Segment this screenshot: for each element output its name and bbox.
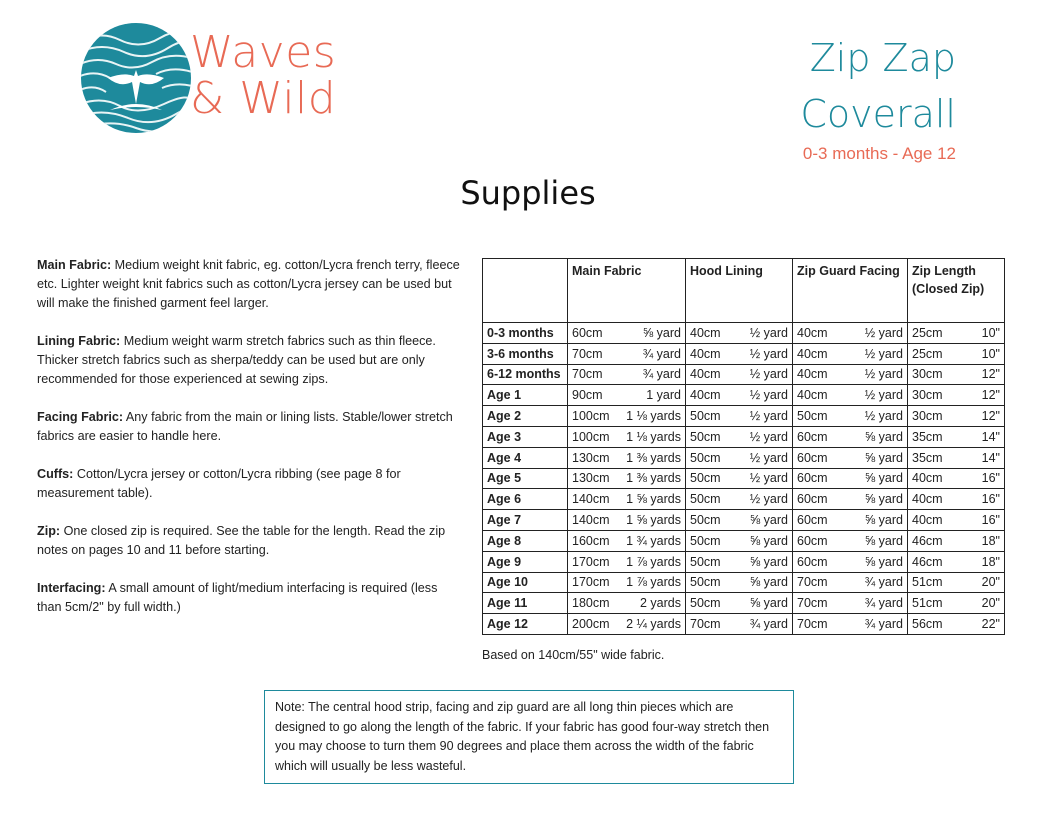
value-cell: 1 ⅛ yards: [622, 406, 686, 427]
value-cell: 2 yards: [622, 593, 686, 614]
value-cell: 30cm: [908, 385, 957, 406]
table-row: [483, 510, 1005, 531]
value-cell: 12": [956, 406, 1005, 427]
value-cell: ⅝ yard: [849, 468, 908, 489]
value-cell: ⅝ yard: [732, 593, 793, 614]
value-cell: 51cm: [908, 572, 957, 593]
value-cell: ⅝ yard: [849, 426, 908, 447]
table-row: [483, 426, 1005, 447]
supply-text: One closed zip is required. See the table for the length. Read the zip notes on pages 10 and 11 before starting.: [37, 524, 446, 557]
pattern-title-line-1: Zip Zap: [809, 36, 956, 80]
value-cell: 40cm: [686, 323, 733, 344]
header-zip-length-text: Zip Length (Closed Zip): [912, 264, 985, 296]
value-cell: 10": [956, 343, 1005, 364]
page-heading: Supplies: [460, 174, 596, 212]
value-cell: 70cm: [793, 572, 850, 593]
value-cell: 60cm: [793, 447, 850, 468]
value-cell: 46cm: [908, 530, 957, 551]
size-cell: Age 5: [483, 468, 568, 489]
value-cell: ¾ yard: [849, 593, 908, 614]
header-main-fabric: Main Fabric: [568, 259, 686, 323]
value-cell: 60cm: [793, 551, 850, 572]
value-cell: 30cm: [908, 364, 957, 385]
value-cell: 1 ⅞ yards: [622, 551, 686, 572]
value-cell: 12": [956, 385, 1005, 406]
value-cell: 40cm: [793, 364, 850, 385]
value-cell: ½ yard: [732, 468, 793, 489]
brand-line-2: & Wild: [190, 73, 337, 124]
table-row: [483, 593, 1005, 614]
value-cell: 1 ⅜ yards: [622, 447, 686, 468]
value-cell: ½ yard: [732, 323, 793, 344]
supply-label: Facing Fabric:: [37, 410, 124, 424]
value-cell: 1 ⅞ yards: [622, 572, 686, 593]
value-cell: 130cm: [568, 447, 623, 468]
value-cell: ½ yard: [849, 343, 908, 364]
value-cell: 40cm: [908, 510, 957, 531]
value-cell: 16": [956, 489, 1005, 510]
value-cell: 50cm: [686, 551, 733, 572]
value-cell: 35cm: [908, 447, 957, 468]
table-row: [483, 489, 1005, 510]
value-cell: 100cm: [568, 406, 623, 427]
value-cell: ½ yard: [732, 489, 793, 510]
layout-note-box: Note: The central hood strip, facing and zip guard are all long thin pieces which are designed to go along the length of the fabric. If your fabric has good four-way stretch then you may choose to turn them 90 degrees and place them across the width of the fabric which will usually be less wasteful.: [264, 690, 794, 784]
supply-facing-fabric: [37, 408, 465, 446]
table-row: [483, 343, 1005, 364]
value-cell: ½ yard: [849, 323, 908, 344]
value-cell: 14": [956, 447, 1005, 468]
table-row: [483, 572, 1005, 593]
table-row: [483, 447, 1005, 468]
value-cell: ½ yard: [732, 426, 793, 447]
value-cell: 10": [956, 323, 1005, 344]
value-cell: 50cm: [686, 468, 733, 489]
value-cell: ½ yard: [732, 406, 793, 427]
fabric-width-note: Based on 140cm/55" wide fabric.: [482, 648, 665, 662]
value-cell: 40cm: [793, 343, 850, 364]
header-zip-guard-facing: Zip Guard Facing: [793, 259, 908, 323]
value-cell: ¾ yard: [849, 614, 908, 635]
value-cell: 40cm: [793, 385, 850, 406]
value-cell: 170cm: [568, 551, 623, 572]
value-cell: 70cm: [568, 343, 623, 364]
value-cell: 22": [956, 614, 1005, 635]
value-cell: ½ yard: [849, 385, 908, 406]
value-cell: 100cm: [568, 426, 623, 447]
value-cell: 50cm: [686, 530, 733, 551]
pattern-title-block: [800, 30, 956, 164]
size-cell: Age 7: [483, 510, 568, 531]
value-cell: 60cm: [793, 489, 850, 510]
value-cell: 40cm: [908, 468, 957, 489]
size-cell: 0-3 months: [483, 323, 568, 344]
table-body: [483, 323, 1005, 635]
value-cell: 20": [956, 572, 1005, 593]
table-row: [483, 364, 1005, 385]
value-cell: 180cm: [568, 593, 623, 614]
size-cell: Age 9: [483, 551, 568, 572]
value-cell: 70cm: [793, 593, 850, 614]
value-cell: 60cm: [793, 468, 850, 489]
value-cell: 170cm: [568, 572, 623, 593]
value-cell: ½ yard: [849, 364, 908, 385]
value-cell: ⅝ yard: [849, 510, 908, 531]
value-cell: 18": [956, 530, 1005, 551]
size-cell: 6-12 months: [483, 364, 568, 385]
table-row: [483, 530, 1005, 551]
value-cell: 16": [956, 510, 1005, 531]
value-cell: 1 ⅝ yards: [622, 489, 686, 510]
value-cell: 51cm: [908, 593, 957, 614]
brand-name: [190, 27, 337, 124]
value-cell: ⅝ yard: [849, 489, 908, 510]
value-cell: ⅝ yard: [849, 447, 908, 468]
brand-line-1: Waves: [190, 27, 337, 78]
supply-text: A small amount of light/medium interfacing is required (less than 5cm/2" by full width.): [37, 581, 438, 614]
value-cell: 50cm: [686, 406, 733, 427]
value-cell: 60cm: [793, 530, 850, 551]
value-cell: 50cm: [686, 447, 733, 468]
value-cell: 40cm: [686, 343, 733, 364]
size-cell: Age 1: [483, 385, 568, 406]
supply-zip: [37, 522, 465, 560]
value-cell: ⅝ yard: [849, 530, 908, 551]
supply-text: Medium weight knit fabric, eg. cotton/Lycra french terry, fleece etc. Lighter weight knit fabrics such as cotton/Lycra jersey can be used but will make the finished garment feel larger.: [37, 258, 460, 310]
value-cell: 90cm: [568, 385, 623, 406]
value-cell: 1 ⅝ yards: [622, 510, 686, 531]
value-cell: ½ yard: [732, 447, 793, 468]
fabric-requirements-table: [482, 258, 1005, 635]
table-row: [483, 323, 1005, 344]
value-cell: ⅝ yard: [732, 510, 793, 531]
value-cell: 50cm: [686, 510, 733, 531]
value-cell: 60cm: [793, 426, 850, 447]
pattern-title-line-2: Coverall: [800, 92, 956, 136]
value-cell: ⅝ yard: [622, 323, 686, 344]
size-cell: Age 11: [483, 593, 568, 614]
supply-text: Any fabric from the main or lining lists. Stable/lower stretch fabrics are easier to handle here.: [37, 410, 453, 443]
value-cell: ⅝ yard: [732, 530, 793, 551]
value-cell: 2 ¼ yards: [622, 614, 686, 635]
value-cell: ½ yard: [732, 385, 793, 406]
value-cell: 40cm: [686, 385, 733, 406]
size-cell: 3-6 months: [483, 343, 568, 364]
size-cell: Age 8: [483, 530, 568, 551]
value-cell: ⅝ yard: [732, 572, 793, 593]
value-cell: ½ yard: [732, 364, 793, 385]
size-cell: Age 4: [483, 447, 568, 468]
wave-whale-tail-logo-icon: [80, 22, 192, 134]
value-cell: 50cm: [686, 593, 733, 614]
header-hood-lining: Hood Lining: [686, 259, 793, 323]
table-row: [483, 385, 1005, 406]
value-cell: 130cm: [568, 468, 623, 489]
value-cell: 70cm: [568, 364, 623, 385]
size-cell: Age 2: [483, 406, 568, 427]
value-cell: 56cm: [908, 614, 957, 635]
table-row: [483, 468, 1005, 489]
value-cell: 1 ⅜ yards: [622, 468, 686, 489]
value-cell: 60cm: [793, 510, 850, 531]
value-cell: ½ yard: [732, 343, 793, 364]
value-cell: 16": [956, 468, 1005, 489]
supply-text: Cotton/Lycra jersey or cotton/Lycra ribbing (see page 8 for measurement table).: [37, 467, 401, 500]
supply-lining-fabric: [37, 332, 465, 389]
value-cell: 35cm: [908, 426, 957, 447]
supplies-list: [37, 256, 465, 636]
table-header-row: [483, 259, 1005, 323]
value-cell: 1 ¾ yards: [622, 530, 686, 551]
header-size: [483, 259, 568, 323]
value-cell: 70cm: [793, 614, 850, 635]
value-cell: 160cm: [568, 530, 623, 551]
value-cell: 12": [956, 364, 1005, 385]
value-cell: 50cm: [686, 426, 733, 447]
value-cell: 25cm: [908, 323, 957, 344]
value-cell: 25cm: [908, 343, 957, 364]
supply-text: Medium weight warm stretch fabrics such as thin fleece. Thicker stretch fabrics such as sherpa/teddy can be used but are only recommended for those experienced at sewing zips.: [37, 334, 436, 386]
value-cell: ½ yard: [849, 406, 908, 427]
value-cell: 140cm: [568, 489, 623, 510]
value-cell: 200cm: [568, 614, 623, 635]
value-cell: ¾ yard: [622, 364, 686, 385]
value-cell: 46cm: [908, 551, 957, 572]
value-cell: 1 yard: [622, 385, 686, 406]
value-cell: 40cm: [908, 489, 957, 510]
value-cell: 14": [956, 426, 1005, 447]
table-row: [483, 614, 1005, 635]
supply-label: Main Fabric:: [37, 258, 112, 272]
value-cell: 30cm: [908, 406, 957, 427]
size-cell: Age 10: [483, 572, 568, 593]
size-cell: Age 6: [483, 489, 568, 510]
value-cell: 40cm: [686, 364, 733, 385]
header-zip-length: [908, 259, 1005, 323]
value-cell: 50cm: [686, 572, 733, 593]
value-cell: 50cm: [686, 489, 733, 510]
value-cell: 40cm: [793, 323, 850, 344]
value-cell: 20": [956, 593, 1005, 614]
value-cell: ¾ yard: [732, 614, 793, 635]
value-cell: ⅝ yard: [849, 551, 908, 572]
supply-label: Lining Fabric:: [37, 334, 121, 348]
size-cell: Age 12: [483, 614, 568, 635]
supply-main-fabric: [37, 256, 465, 313]
value-cell: ¾ yard: [849, 572, 908, 593]
supply-label: Zip:: [37, 524, 61, 538]
value-cell: 50cm: [793, 406, 850, 427]
value-cell: 1 ⅛ yards: [622, 426, 686, 447]
supply-cuffs: [37, 465, 465, 503]
value-cell: ⅝ yard: [732, 551, 793, 572]
supply-label: Cuffs:: [37, 467, 74, 481]
table-row: [483, 551, 1005, 572]
table-row: [483, 406, 1005, 427]
value-cell: ¾ yard: [622, 343, 686, 364]
value-cell: 18": [956, 551, 1005, 572]
supply-interfacing: [37, 579, 465, 617]
value-cell: 60cm: [568, 323, 623, 344]
value-cell: 70cm: [686, 614, 733, 635]
supply-label: Interfacing:: [37, 581, 106, 595]
size-range: 0-3 months - Age 12: [802, 144, 956, 163]
value-cell: 140cm: [568, 510, 623, 531]
size-cell: Age 3: [483, 426, 568, 447]
